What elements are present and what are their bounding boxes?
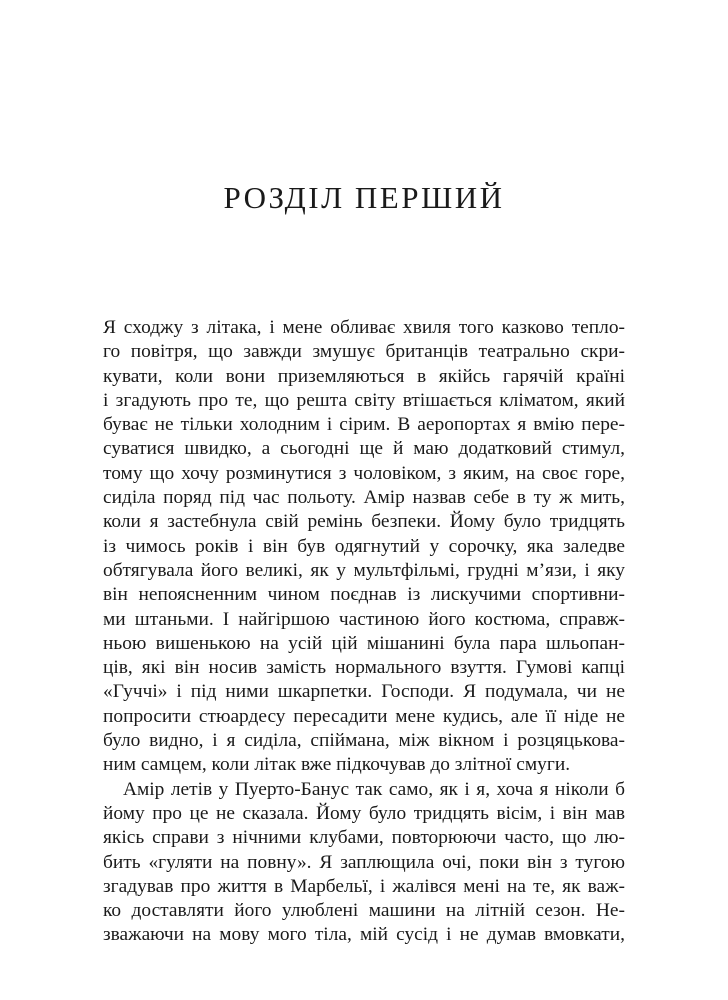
text-line: і згадують про те, що решта світу втішається кліматом, який	[103, 389, 625, 411]
chapter-title: РОЗДІЛ ПЕРШИЙ	[223, 180, 505, 215]
text-line: ньою вишенькою на усій цій мішанині була пара шльопан-	[103, 632, 625, 654]
text-line: зважаючи на мову мого тіла, мій сусід і не думав вмовкати,	[103, 924, 625, 946]
text-line: суватися швидко, а сьогодні ще й маю додатковий стимул,	[103, 438, 625, 460]
text-line: сиділа поряд під час польоту. Амір назвав себе в ту ж мить,	[103, 487, 625, 509]
text-line: попросити стюардесу пересадити мене кудись, але її ніде не	[103, 705, 625, 727]
paragraph-2	[103, 778, 625, 948]
text-line: бить «гуляти на повну». Я заплющила очі, поки він з тугою	[103, 851, 625, 873]
text-line: він непоясненним чином поєднав із лискучими спортивни-	[103, 584, 625, 606]
text-line: із чимось років і він був одягнутий у сорочку, яка заледве	[103, 535, 625, 557]
text-line: Я сходжу з літака, і мене обливає хвиля того казково тепло-	[103, 317, 625, 338]
text-line: ців, які він носив замість нормального взуття. Гумові капці	[103, 657, 625, 679]
text-line: ним самцем, коли літак вже підкочував до злітної смуги.	[103, 754, 571, 776]
paragraph-1	[103, 316, 625, 778]
text-line: ми штаньми. І найгіршою частиною його костюма, справж-	[103, 608, 625, 630]
text-line: якісь справи з нічними клубами, повторюючи часто, що лю-	[103, 827, 625, 849]
text-line: тому що хочу розминутися з чоловіком, з яким, на своє горе,	[103, 462, 625, 484]
text-line: буває не тільки холодним і сірим. В аеропортах я вмію пере-	[103, 414, 625, 436]
text-line: ко доставляти його улюблені машини на літній сезон. Не-	[103, 900, 625, 922]
text-line: обтягувала його великі, як у мультфільмі, грудні м’язи, і яку	[103, 559, 625, 581]
text-line: було видно, і я сиділа, спіймана, між вікном і розцяцькова-	[103, 730, 625, 752]
text-line: «Гуччі» і під ними шкарпетки. Господи. Я подумала, чи не	[103, 681, 625, 703]
chapter-body	[103, 316, 625, 948]
text-line: згадував про життя в Марбельї, і жалівся мені на те, як важ-	[103, 875, 625, 897]
text-line: го повітря, що завжди змушує британців театрально скри-	[103, 341, 625, 363]
text-line: коли я застебнула свій ремінь безпеки. Йому було тридцять	[103, 511, 625, 533]
text-line: йому про це не сказала. Йому було тридцять вісім, і він мав	[103, 802, 625, 824]
text-line: кувати, коли вони приземляються в якійсь гарячій країні	[103, 365, 625, 387]
text-line: Амір летів у Пуерто-Банус так само, як і я, хоча я ніколи б	[123, 778, 625, 800]
